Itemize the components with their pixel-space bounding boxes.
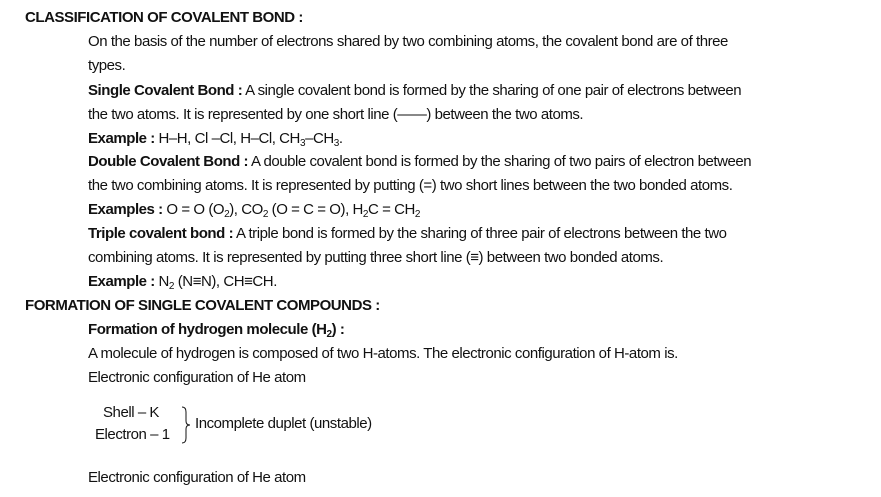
subscript: 3 — [333, 138, 339, 149]
single-bond-example — [88, 130, 343, 148]
text: A single covalent bond is formed by the sharing of one pair of electrons between — [242, 82, 742, 99]
triple-bond-line: combining atoms. It is represented by putting three short line (≡) between two bonded atoms. — [88, 249, 664, 266]
text: Formation of hydrogen molecule (H — [88, 321, 327, 338]
intro-line: On the basis of the number of electrons shared by two combining atoms, the covalent bond are of three — [88, 33, 728, 50]
subscript: 2 — [224, 209, 230, 220]
subscript: 2 — [168, 281, 175, 292]
text: A triple bond is formed by the sharing of three pair of electrons between the two — [233, 225, 727, 242]
text: O = O (O — [162, 201, 225, 218]
example-label: Examples : — [88, 201, 163, 218]
brace-note: Incomplete duplet (unstable) — [195, 415, 372, 432]
term-label: Double Covalent Bond : — [88, 153, 249, 170]
term-label: Triple covalent bond : — [88, 225, 234, 242]
text: ) : — [331, 321, 345, 338]
text: . — [338, 130, 343, 147]
electron-label: Electron – 1 — [95, 426, 170, 443]
double-bond-example — [88, 201, 420, 219]
example-label: Example : — [88, 273, 155, 290]
triple-bond-paragraph — [88, 225, 727, 243]
electron-config-brace — [95, 402, 372, 448]
text: C = CH — [368, 201, 415, 218]
subscript: 2 — [362, 209, 369, 220]
subheading-hydrogen — [88, 321, 344, 339]
right-brace-icon — [181, 406, 191, 444]
single-bond-line: the two atoms. It is represented by one short line (——) between the two atoms. — [88, 106, 584, 123]
double-bond-line: the two combining atoms. It is represented by putting (=) two short lines between the two bonded atoms. — [88, 177, 733, 194]
text: ), CO — [229, 201, 263, 218]
term-label: Single Covalent Bond : — [88, 82, 243, 99]
subscript: 2 — [326, 329, 332, 340]
double-bond-paragraph — [88, 153, 751, 171]
section-heading-classification: CLASSIFICATION OF COVALENT BOND : — [25, 9, 303, 26]
section-heading-formation: FORMATION OF SINGLE COVALENT COMPOUNDS : — [25, 297, 380, 314]
hydrogen-line: Electronic configuration of He atom — [88, 469, 306, 486]
subscript: 3 — [299, 138, 306, 149]
subscript: 2 — [414, 209, 421, 220]
text: H–H, Cl –Cl, H–Cl, CH — [154, 130, 300, 147]
hydrogen-line: A molecule of hydrogen is composed of two H-atoms. The electronic configuration of H-atom is. — [88, 345, 678, 362]
triple-bond-example — [88, 273, 277, 291]
text: (O = C = O), H — [267, 201, 363, 218]
example-label: Example : — [88, 130, 155, 147]
intro-line: types. — [88, 57, 126, 74]
subscript: 2 — [262, 209, 268, 220]
single-bond-paragraph — [88, 82, 741, 100]
text: A double covalent bond is formed by the sharing of two pairs of electron between — [248, 153, 752, 170]
text: (N≡N), CH≡CH. — [174, 273, 277, 290]
text: N — [154, 273, 169, 290]
hydrogen-line: Electronic configuration of He atom — [88, 369, 306, 386]
text: –CH — [305, 130, 334, 147]
shell-label: Shell – K — [103, 404, 159, 421]
